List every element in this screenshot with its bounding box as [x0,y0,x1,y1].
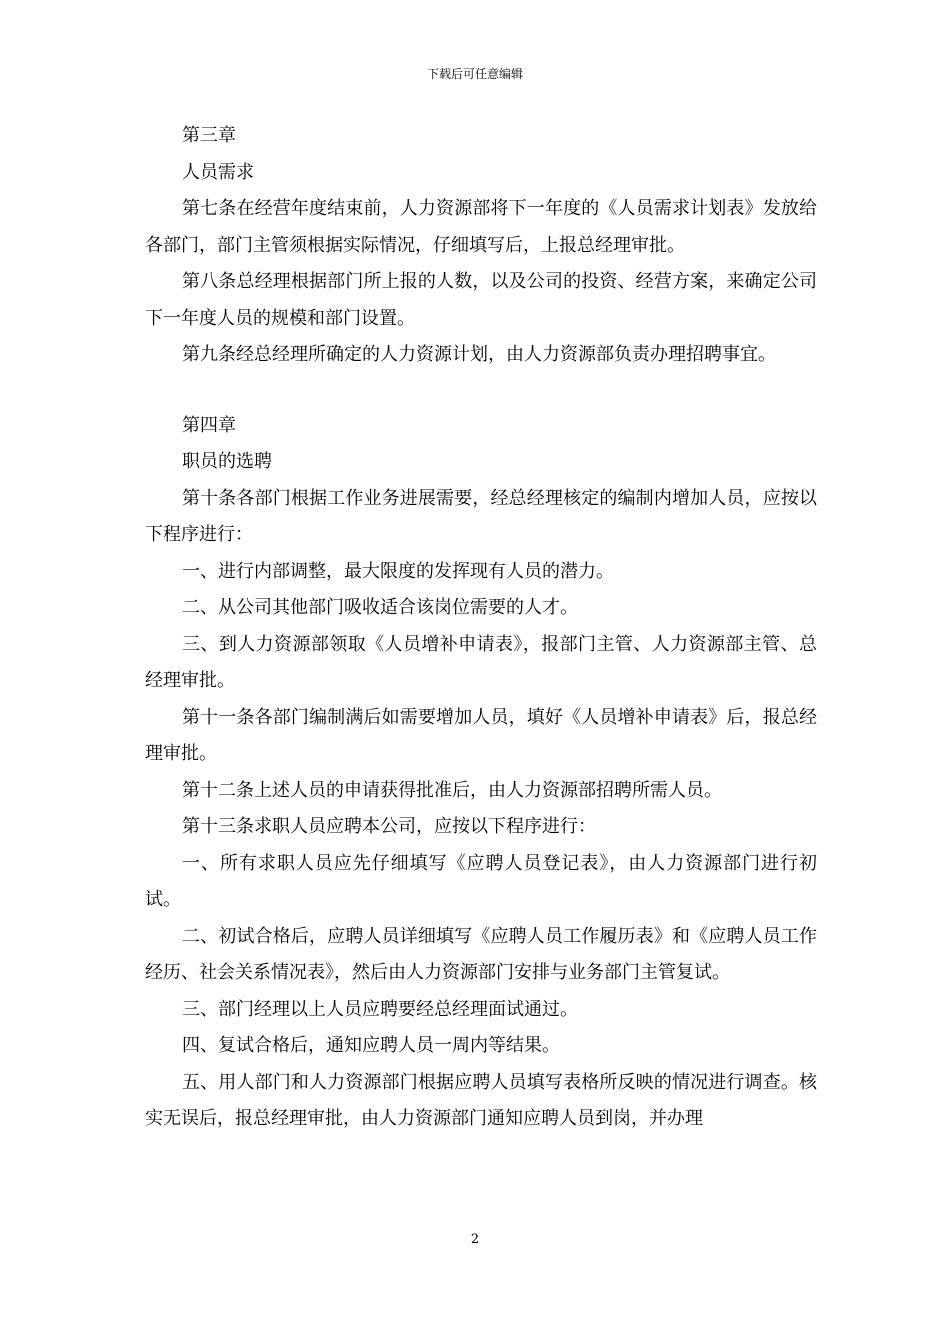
chapter-heading: 第三章 [182,125,236,146]
chapter-title: 人员需求 [182,161,254,183]
page-header: 下载后可任意编辑 [426,67,523,81]
paragraph: 第七条在经营年度结束前，人力资源部将下一年度的《人员需求计划表》发放给各部门，部门主管须根据实际情况，仔细填写后，上报总经理审批。 [145,198,817,256]
chapter-title: 职员的选聘 [182,451,272,472]
paragraph: 二、从公司其他部门吸收适合该岗位需要的人才。 [182,597,578,618]
section-gap [145,374,817,408]
paragraph: 第八条总经理根据部门所上报的人数，以及公司的投资、经营方案，来确定公司下一年度人员的规模和部门设置。 [145,271,817,329]
paragraph: 五、用人部门和人力资源部门根据应聘人员填写表格所反映的情况进行调查。核实无误后，报总经理审批，由人力资源部门通知应聘人员到岗，并办理 [145,1071,817,1129]
document-body [145,118,817,1138]
paragraph: 三、部门经理以上人员应聘要经总经理面试通过。 [182,998,578,1020]
paragraph: 第十三条求职人员应聘本公司，应按以下程序进行： [182,816,596,837]
paragraph: 四、复试合格后，通知应聘人员一周内等结果。 [182,1035,560,1056]
paragraph: 第十一条各部门编制满后如需要增加人员，填好《人员增补申请表》后，报总经理审批。 [145,706,817,764]
paragraph: 第十二条上述人员的申请获得批准后，由人力资源部招聘所需人员。 [182,779,722,801]
paragraph: 三、到人力资源部领取《人员增补申请表》，报部门主管、人力资源部主管、总经理审批。 [145,633,817,691]
paragraph: 一、所有求职人员应先仔细填写《应聘人员登记表》，由人力资源部门进行初试。 [145,852,817,910]
paragraph: 第九条经总经理所确定的人力资源计划，由人力资源部负责办理招聘事宜。 [182,344,776,365]
paragraph: 二、初试合格后，应聘人员详细填写《应聘人员工作履历表》和《应聘人员工作经历、社会关系情况表》，然后由人力资源部门安排与业务部门主管复试。 [145,925,817,983]
page-number: 2 [470,1232,480,1247]
chapter-heading: 第四章 [182,414,236,436]
paragraph: 一、进行内部调整，最大限度的发挥现有人员的潜力。 [182,560,614,582]
paragraph: 第十条各部门根据工作业务进展需要，经总经理核定的编制内增加人员，应按以下程序进行： [145,487,817,545]
